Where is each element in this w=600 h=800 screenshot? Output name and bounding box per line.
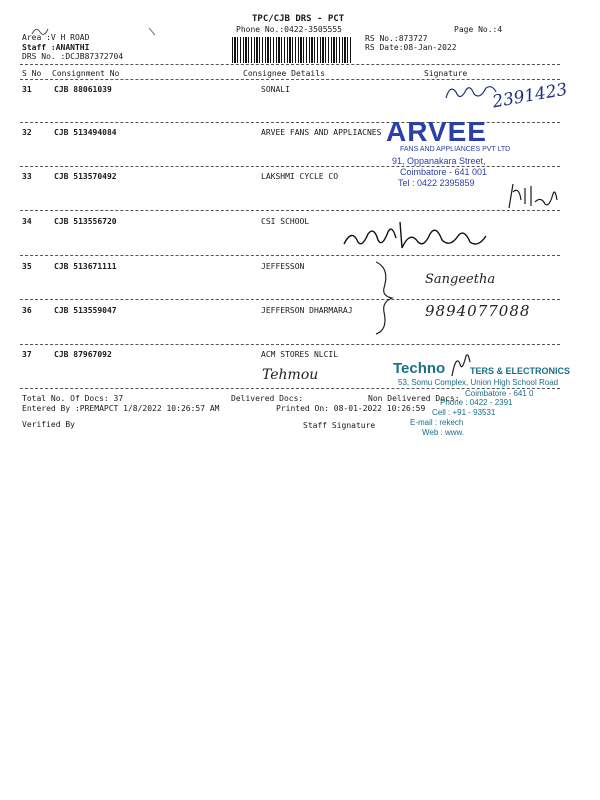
arvee-stamp-name: ARVEE [386,116,487,147]
row-sno: 33 [22,172,32,181]
techno-stamp-line: E-mail : rekech [410,418,464,427]
divider [20,344,560,345]
staff-signature: Staff Signature [303,421,376,430]
barcode [232,37,352,63]
pen-mark [148,27,158,37]
printed-on: Printed On: 08-01-2022 10:26:59 [276,404,426,413]
row-sno: 35 [22,262,32,271]
row-consignment: CJB 513556720 [54,217,117,226]
arvee-stamp-line: Coimbatore - 641 001 [400,167,488,177]
rs-number: RS No.:873727 [365,34,428,43]
bracket-mark [372,258,398,338]
techno-stamp-line: Phone : 0422 - 2391 [440,398,513,407]
divider [20,299,560,300]
row-sno: 31 [22,85,32,94]
row-consignee: CSI SCHOOL [261,217,310,226]
arvee-stamp-line: FANS AND APPLIANCES PVT LTD [400,146,511,153]
techno-stamp-line: 53, Somu Complex, Union High School Road [398,378,559,387]
row-sno: 34 [22,217,32,226]
techno-stamp-line: Cell : +91 - 93531 [432,408,496,417]
row-consignee: ARVEE FANS AND APPLIACNES [261,128,382,137]
arvee-stamp-line: 91, Oppanakara Street, [392,156,486,166]
row-consignment: CJB 513559047 [54,306,117,315]
document-title: TPC/CJB DRS - PCT [252,14,345,24]
phone-number: Phone No.:0422-3505555 [236,25,342,34]
arvee-stamp-line: Tel : 0422 2395859 [398,178,475,188]
row-consignee: JEFFESSON [261,262,305,271]
techno-stamp-line: Coimbatore - 641 0 [465,389,534,398]
column-header-sno: S No [22,69,42,78]
area-label: Area :V H ROAD [22,33,90,42]
divider [20,255,560,256]
delivered-docs: Delivered Docs: [231,394,304,403]
row-sno: 36 [22,306,32,315]
staff-label: Staff :ANANTHI [22,43,90,52]
handwritten-phone: 2391423 [490,79,569,113]
rs-date: RS Date:08-Jan-2022 [365,43,457,52]
row-consignment: CJB 513494084 [54,128,117,137]
row-sno: 32 [22,128,32,137]
techno-stamp-name: Techno [393,360,446,377]
entered-by: Entered By :PREMAPCT 1/8/2022 10:26:57 AM [22,404,220,413]
column-header-consignment: Consignment No [52,69,120,78]
verified-by: Verified By [22,420,75,429]
total-docs: Total No. Of Docs: 37 [22,394,124,403]
handwritten-name: Sangeetha [425,272,496,287]
page-number: Page No.:4 [454,25,503,34]
handwritten-phone: 9894077088 [425,302,531,320]
row-sno: 37 [22,350,32,359]
row-consignee: LAKSHMI CYCLE CO [261,172,339,181]
row-consignment: CJB 88061039 [54,85,112,94]
handwritten-signature [448,350,472,380]
techno-stamp-line: Web : www. [422,428,465,437]
row-consignment: CJB 513570492 [54,172,117,181]
drs-number: DRS No. :DCJB87372704 [22,52,124,61]
non-delivered-docs: Non Delivered Docs: [368,394,460,403]
handwritten-signature [340,218,500,252]
pen-mark [30,26,50,36]
divider [20,64,560,65]
row-consignment: CJB 87967092 [54,350,112,359]
handwritten-signature: Tehmou [262,367,319,383]
column-header-signature: Signature [424,69,468,78]
divider [20,210,560,211]
row-consignee: ACM STORES NLCIL [261,350,339,359]
handwritten-signature [505,178,560,216]
techno-stamp-suffix: TERS & ELECTRONICS [470,366,571,376]
row-consignee: JEFFERSON DHARMARAJ [261,306,353,315]
row-consignment: CJB 513671111 [54,262,117,271]
column-header-consignee: Consignee Details [243,69,325,78]
row-consignee: SONALI [261,85,290,94]
